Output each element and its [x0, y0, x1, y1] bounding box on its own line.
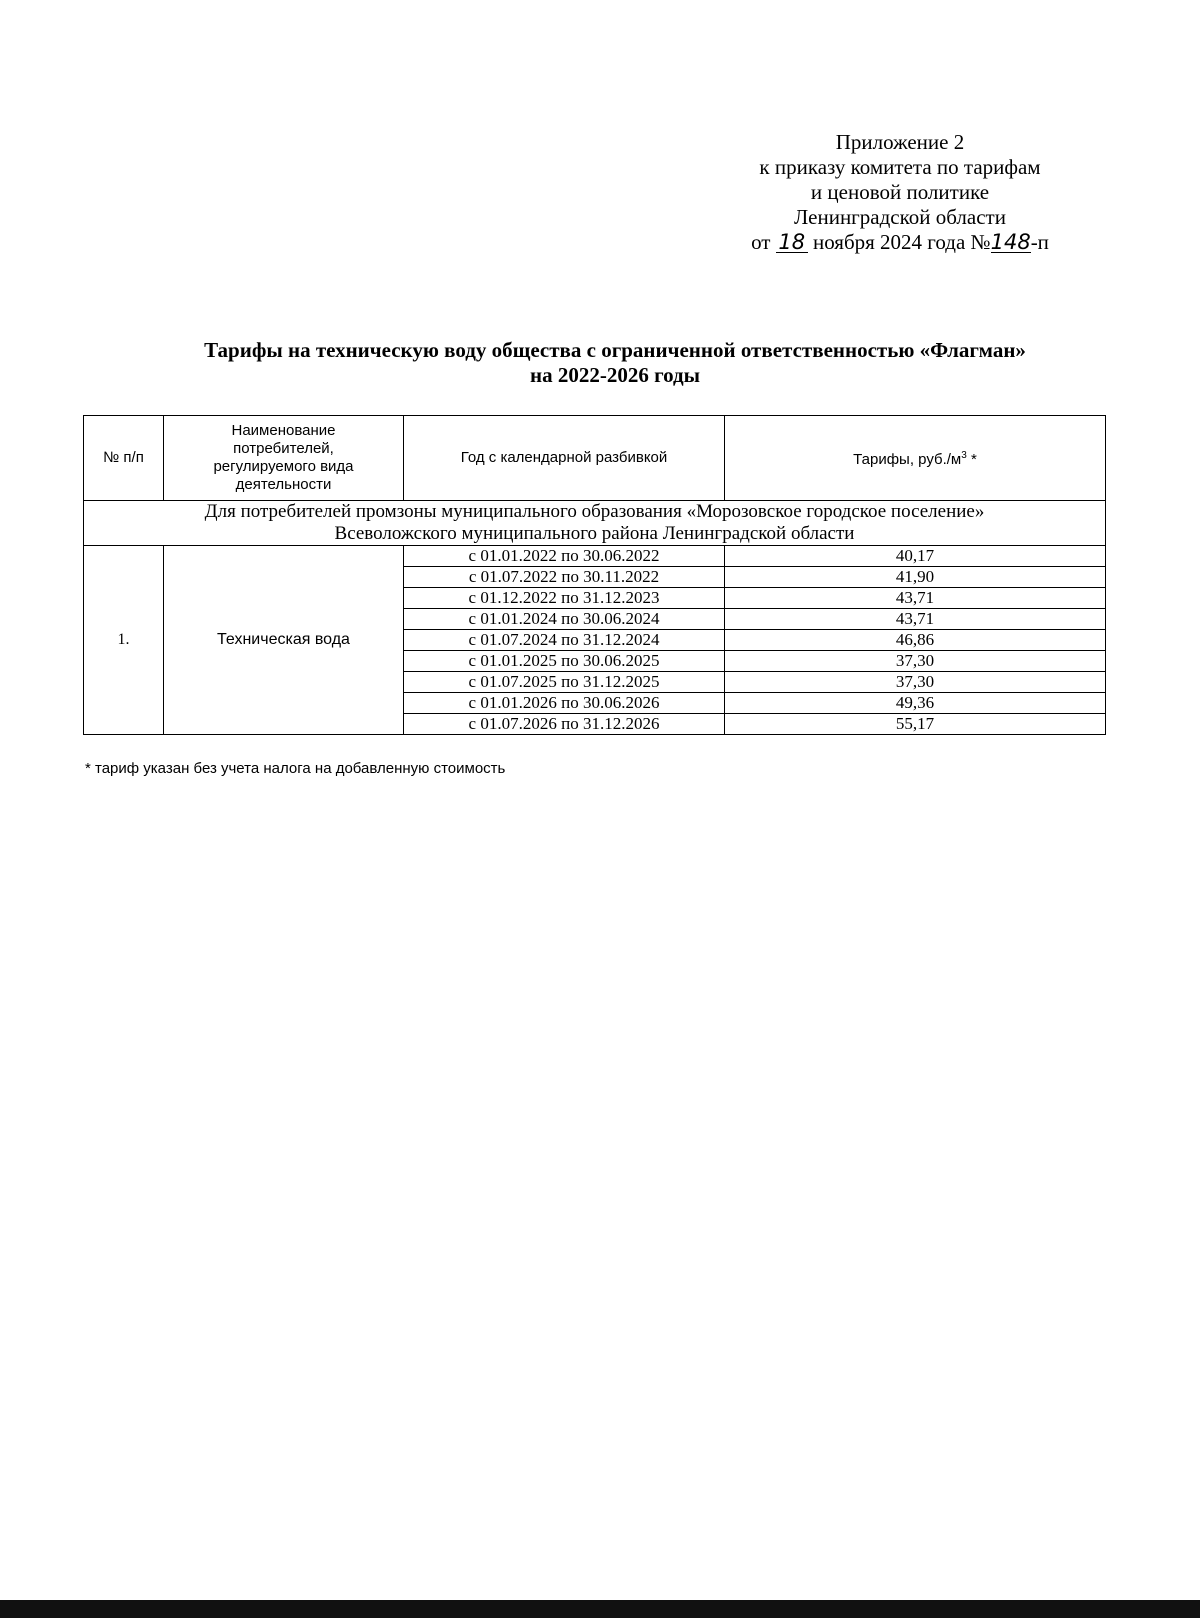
section-cell — [84, 501, 1106, 546]
date-prefix: от — [751, 230, 771, 254]
header-tariff-label: Тарифы, руб./м — [853, 451, 962, 468]
section-line-1: Для потребителей промзоны муниципального образования «Морозовское городское поселение» — [204, 501, 985, 522]
tariff-value-cell: 43,71 — [725, 588, 1106, 609]
appendix-region-line: Ленинградской области — [794, 205, 1006, 229]
handwritten-day: 18 — [776, 232, 808, 253]
tariff-value-cell: 40,17 — [725, 546, 1106, 567]
date-middle: ноября 2024 года № — [812, 230, 991, 254]
tariff-value-cell: 43,71 — [725, 609, 1106, 630]
header-tariff-sup: 3 — [961, 450, 967, 461]
tariff-value-cell: 46,86 — [725, 630, 1106, 651]
period-cell: с 01.01.2026 по 30.06.2026 — [404, 693, 725, 714]
tariff-value-cell: 37,30 — [725, 651, 1106, 672]
tariff-value-cell: 49,36 — [725, 693, 1106, 714]
period-cell: с 01.07.2022 по 30.11.2022 — [404, 567, 725, 588]
header-tariff — [725, 416, 1106, 501]
section-line-2: Всеволожского муниципального района Ленинградской области — [334, 523, 855, 544]
appendix-header — [700, 130, 1100, 255]
tariff-table — [83, 415, 1106, 735]
appendix-date-line — [700, 230, 1100, 255]
appendix-order-line: к приказу комитета по тарифам — [759, 155, 1041, 179]
header-consumer: Наименование потребителей, регулируемого вида деятельности — [164, 416, 404, 501]
scan-edge-bar — [0, 1600, 1200, 1618]
table-row — [84, 546, 1106, 567]
order-suffix: -п — [1030, 230, 1049, 254]
row-name-cell: Техническая вода — [164, 546, 404, 735]
tariff-value-cell: 55,17 — [725, 714, 1106, 735]
appendix-committee-line: и ценовой политике — [810, 180, 990, 204]
table-header-row — [84, 416, 1106, 501]
title-line-2: на 2022-2026 годы — [529, 363, 701, 387]
handwritten-order-number: 148 — [990, 230, 1031, 254]
appendix-title: Приложение 2 — [835, 130, 965, 154]
section-row — [84, 501, 1106, 546]
period-cell: с 01.01.2025 по 30.06.2025 — [404, 651, 725, 672]
period-cell: с 01.01.2022 по 30.06.2022 — [404, 546, 725, 567]
period-cell: с 01.07.2025 по 31.12.2025 — [404, 672, 725, 693]
document-title — [60, 338, 1170, 388]
period-cell: с 01.12.2022 по 31.12.2023 — [404, 588, 725, 609]
header-tariff-mark: * — [966, 451, 977, 468]
period-cell: с 01.01.2024 по 30.06.2024 — [404, 609, 725, 630]
row-number-cell: 1. — [84, 546, 164, 735]
header-period: Год с календарной разбивкой — [404, 416, 725, 501]
tariff-value-cell: 41,90 — [725, 567, 1106, 588]
header-number: № п/п — [84, 416, 164, 501]
footnote: * тариф указан без учета налога на добавленную стоимость — [85, 760, 506, 777]
period-cell: с 01.07.2026 по 31.12.2026 — [404, 714, 725, 735]
tariff-value-cell: 37,30 — [725, 672, 1106, 693]
period-cell: с 01.07.2024 по 31.12.2024 — [404, 630, 725, 651]
title-line-1: Тарифы на техническую воду общества с ограниченной ответственностью «Флагман» — [204, 338, 1026, 362]
